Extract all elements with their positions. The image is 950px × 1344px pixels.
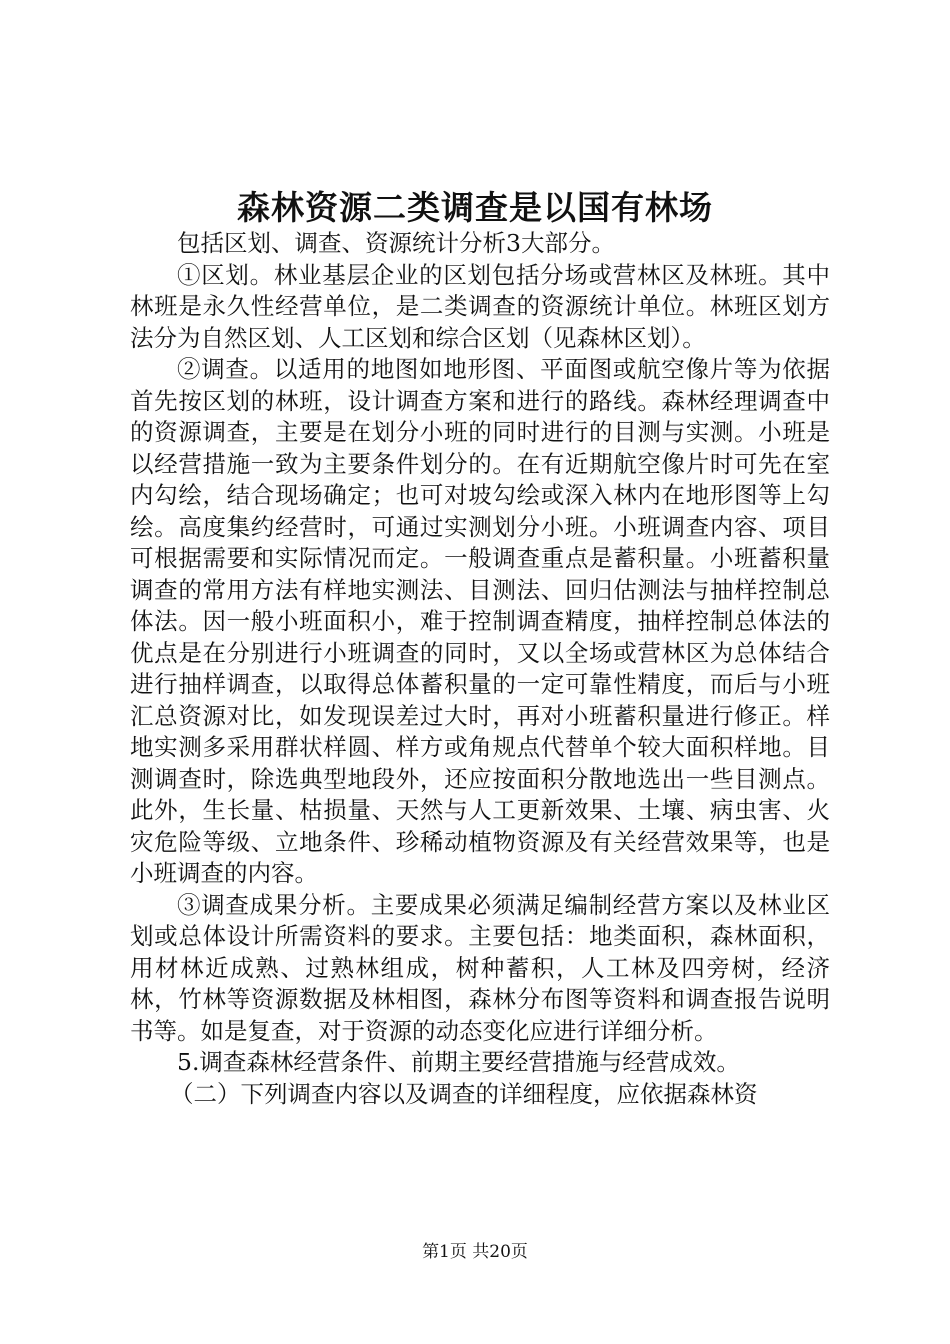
paragraph-analysis: ③调查成果分析。主要成果必须满足编制经营方案以及林业区划或总体设计所需资料的要求。主要包括：地类面积，森林面积，用材林近成熟、过熟林组成，树种蓄积，人工林及四旁树，经济林，竹林等资源数据及林相图，森林分布图等资料和调查报告说明书等。如是复查，对于资源的动态变化应进行详细分析。 [130,890,830,1045]
paragraph-intro: 包括区划、调查、资源统计分析3大部分。 [177,229,615,257]
paragraph-zoning: ①区划。林业基层企业的区划包括分场或营林区及林班。其中林班是永久性经营单位，是二类调查的资源统计单位。林班区划方法分为自然区划、人工区划和综合区划（见森林区划）。 [130,260,830,352]
paragraph-item-5: 5.调查森林经营条件、前期主要经营措施与经营成效。 [177,1048,740,1076]
paragraph-survey: ②调查。以适用的地图如地形图、平面图或航空像片等为依据首先按区划的林班，设计调查方案和进行的路线。森林经理调查中的资源调查，主要是在划分小班的同时进行的目测与实测。小班是以经营措施一致为主要条件划分的。在有近期航空像片时可先在室内勾绘，结合现场确定；也可对坡勾绘或深入林内在地形图等上勾绘。高度集约经营时，可通过实测划分小班。小班调查内容、项目可根据需要和实际情况而定。一般调查重点是蓄积量。小班蓄积量调查的常用方法有样地实测法、目测法、回归估测法与抽样控制总体法。因一般小班面积小，难于控制调查精度，抽样控制总体法的优点是在分别进行小班调查的同时，又以全场或营林区为总体结合进行抽样调查，以取得总体蓄积量的一定可靠性精度，而后与小班汇总资源对比，如发现误差过大时，再对小班蓄积量进行修正。样地实测多采用群状样圆、样方或角规点代替单个较大面积样地。目测调查时，除选典型地段外，还应按面积分散地选出一些目测点。此外，生长量、枯损量、天然与人工更新效果、土壤、病虫害、火灾危险等级、立地条件、珍稀动植物资源及有关经营效果等，也是小班调查的内容。 [130,355,830,887]
paragraph-section-2: （二）下列调查内容以及调查的详细程度，应依据森林资 [170,1079,758,1108]
page-number-footer: 第1页 共20页 [422,1242,528,1262]
document-title: 森林资源二类调查是以国有林场 [237,188,713,227]
document-body [130,228,830,1110]
